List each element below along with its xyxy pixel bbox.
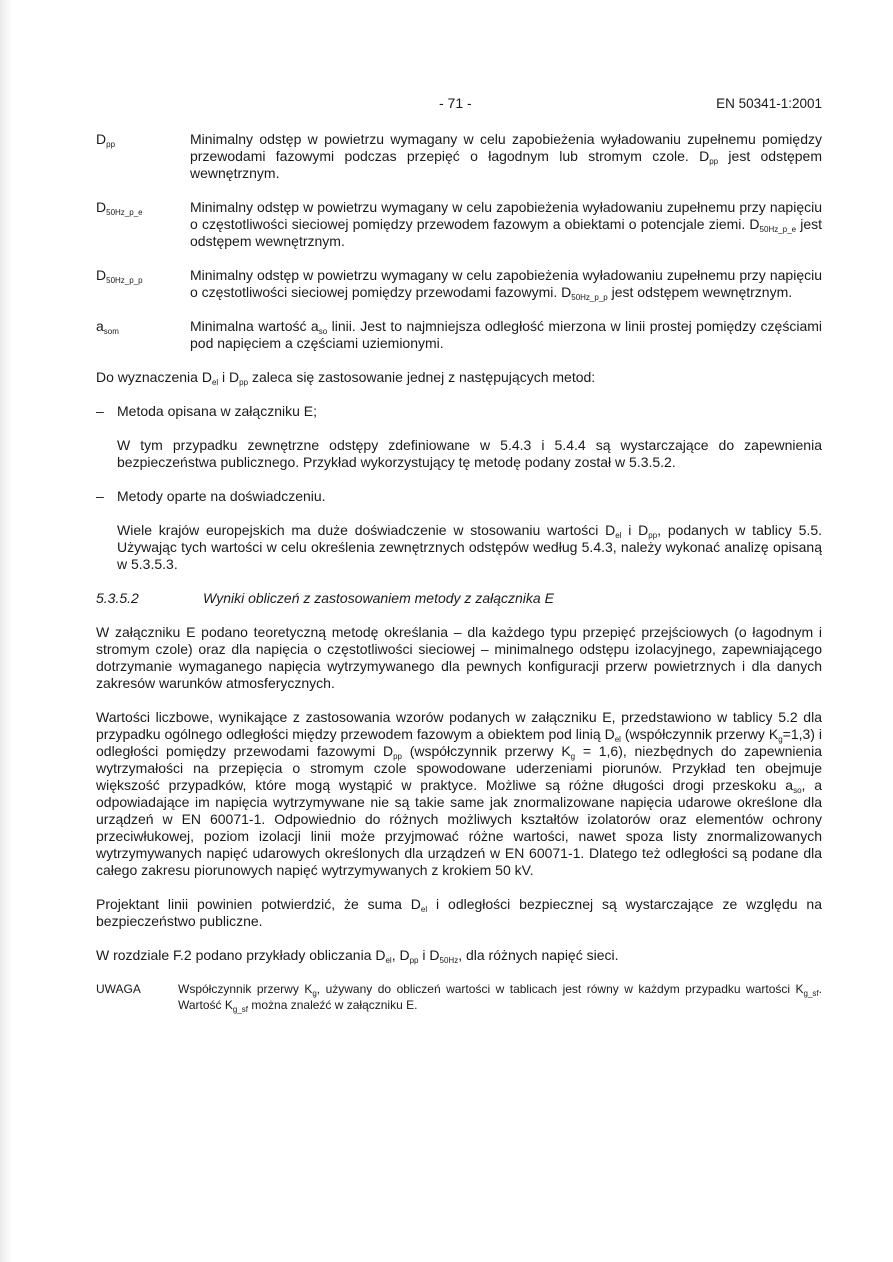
- note: [96, 981, 822, 1013]
- section-title: Wyniki obliczeń z zastosowaniem metody z załącznika E: [203, 590, 554, 606]
- bullet-dash: –: [96, 488, 104, 504]
- body-paragraphs: [96, 624, 822, 964]
- subscript: so: [793, 786, 802, 795]
- section-heading: [96, 590, 822, 607]
- body-paragraph: W rozdziale F.2 podano przykłady obliczania $D_{el}$, $D_{pp}$ i $D_{50Hz}$, dla różnych napięć sieci.: [96, 947, 619, 965]
- note-label: UWAGA: [96, 982, 141, 996]
- definition-item: [96, 318, 822, 352]
- subscript: pp: [393, 752, 402, 761]
- subscript: pp: [648, 531, 658, 540]
- subscript: 50Hz: [439, 956, 459, 965]
- subscript: g: [312, 989, 317, 998]
- method-label: Metody oparte na doświadczeniu.: [117, 488, 326, 504]
- document-id: EN 50341-1:2001: [716, 96, 822, 111]
- subscript: pp: [709, 157, 719, 166]
- definition-text: Minimalny odstęp w powietrzu wymagany w celu zapobieżenia wyładowaniu zupełnemu przy napięciu o częstotliwości sieciowej pomiędzy przewodem fazowym a obiektami o potencjale ziemi. $D_{50Hz\_p\_e}$ jest odstępem wewnętrznym.: [190, 199, 822, 249]
- subscript: 50Hz_p_e: [759, 225, 797, 234]
- definition-item: [96, 131, 822, 182]
- subscript: pp: [239, 378, 249, 387]
- subscript: el: [385, 956, 392, 965]
- method-item-1: [96, 403, 822, 420]
- definition-term: $D_{50Hz\_p\_e}$: [96, 199, 143, 217]
- method-description-1: W tym przypadku zewnętrzne odstępy zdefiniowane w 5.4.3 i 5.4.4 są wystarczające do zapewnienia bezpieczeństwa publicznego. Przykład wykorzystujący tę metodę podany został w 5.3.5.2.: [117, 437, 822, 470]
- definition-item: [96, 267, 822, 301]
- definition-term: $a_{som}$: [96, 318, 119, 336]
- definition-text: Minimalny odstęp w powietrzu wymagany w celu zapobieżenia wyładowaniu zupełnemu przy napięciu o częstotliwości sieciowej pomiędzy przewodami fazowymi. $D_{50Hz\_p\_p}$ jest odstępem wewnętrznym.: [190, 267, 822, 302]
- page-number: - 71 -: [439, 95, 472, 111]
- page-header: [96, 95, 822, 113]
- subscript: g_sf: [232, 1005, 249, 1014]
- definition-text: Minimalny odstęp w powietrzu wymagany w celu zapobieżenia wyładowaniu zupełnemu pomiędzy przewodami fazowymi podczas przepięć o łagodnym lub stromym czole. $D_{pp}$ jest odstępem wewnętrznym.: [190, 131, 822, 181]
- subscript: so: [318, 327, 328, 336]
- intro-paragraph: Do wyznaczenia $D_{el}$ i $D_{pp}$ zaleca się zastosowanie jednej z następujących metod:: [96, 369, 596, 387]
- subscript: g: [778, 735, 783, 744]
- definition-term: $D_{pp}$: [96, 131, 116, 149]
- subscript: el: [211, 378, 219, 387]
- method-label: Metoda opisana w załączniku E;: [117, 403, 317, 419]
- body-paragraph: W załączniku E podano teoretyczną metodę określania – dla każdego typu przepięć przejściowych (o łagodnym i stromym czole) oraz dla napięcia o częstotliwości sieciowej – minimalnego odstępu izolacyjnego, zapewniającego dotrzymanie wymaganego napięcia wytrzymywanego dla pewnych konfiguracji przerw powietrznych i dla danych zakresów warunków atmosferycznych.: [96, 624, 822, 691]
- definition-term: $D_{50Hz\_p\_p}$: [96, 267, 143, 285]
- method-item-2: [96, 488, 822, 505]
- bullet-dash: –: [96, 403, 104, 419]
- subscript: pp: [409, 956, 419, 965]
- subscript: el: [615, 531, 622, 540]
- document-body: [96, 131, 822, 1013]
- subscript: g_sf: [803, 989, 819, 998]
- body-paragraph: Wartości liczbowe, wynikające z zastosowania wzorów podanych w załączniku E, przedstawiono w tablicy 5.2 dla przypadku ogólnego odległości między przewodem fazowym a obiektem pod linią $D_{el}$ (współczynnik przerwy $K_g=1,3$) i odległości pomiędzy przewodami fazowymi $D_{pp}$ (współczynnik przerwy $K_g = 1,6$), niezbędnych do zapewnienia wytrzymałości na przepięcia o stromym czole spowodowane uderzeniami piorunów. Przykład ten obejmuje większość przypadków, które mogą wystąpić w praktyce. Możliwe są różne długości drogi przeskoku $a_{so}$, a odpowiadające im napięcia wytrzymywane nie są takie same jak znormalizowane napięcia udarowe określone dla urządzeń w EN 60071-1. Odpowiednio do różnych możliwych kształtów izolatorów oraz elementów ochrony przeciwłukowej, poziom izolacji linii może przyjmować różne wartości, nawet spoza listy znormalizowanych wytrzymywanych napięć udarowych określonych dla urządzeń w EN 60071-1. Dlatego też odległości są podane dla całego zakresu piorunowych napięć wytrzymywanych z krokiem 50 kV.: [96, 709, 822, 878]
- definition-item: [96, 199, 822, 250]
- section-number: 5.3.5.2: [96, 590, 139, 606]
- note-text: Współczynnik przerwy $K_g$, używany do obliczeń wartości w tablicach jest równy w każdym przypadku wartości $K_{g\_sf}$. Wartość $K_{g\_sf}$ można znaleźć w załączniku E.: [178, 982, 822, 1014]
- method-description-2: Wiele krajów europejskich ma duże doświadczenie w stosowaniu wartości $D_{el}$ i $D_{pp}$, podanych w tablicy 5.5. Używając tych wartości w celu określenia zewnętrznych odstępów według 5.4.3, należy wykonać analizę opisaną w 5.3.5.3.: [117, 522, 822, 572]
- body-paragraph: Projektant linii powinien potwierdzić, że suma $D_{el}$ i odległości bezpiecznej są wystarczające ze względu na bezpieczeństwo publiczne.: [96, 896, 822, 929]
- subscript: el: [420, 905, 428, 914]
- subscript: g: [570, 752, 576, 761]
- definition-text: Minimalna wartość $a_{so}$ linii. Jest to najmniejsza odległość mierzona w linii prostej pomiędzy częściami pod napięciem a częściami uziemionymi.: [190, 318, 823, 351]
- subscript: 50Hz_p_p: [571, 293, 608, 302]
- definition-list: [96, 131, 822, 352]
- scan-edge: [0, 0, 12, 1262]
- subscript: el: [614, 735, 621, 744]
